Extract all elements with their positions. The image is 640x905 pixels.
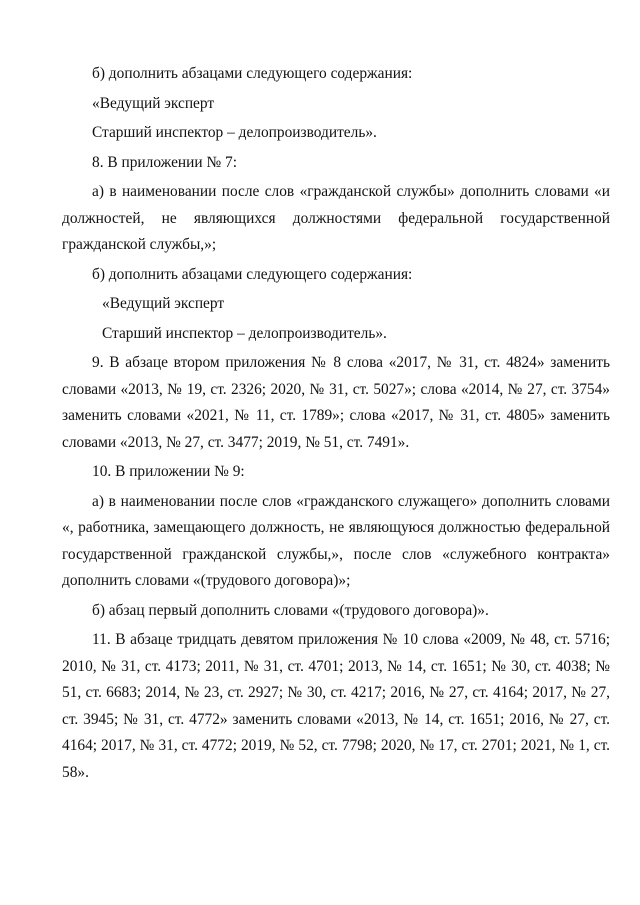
paragraph-8b-item-1: «Ведущий эксперт	[102, 295, 225, 312]
paragraph-10: 10. В приложении № 9:	[92, 463, 245, 480]
paragraph-7b: б) дополнить абзацами следующего содержания:	[92, 65, 413, 82]
paragraph-9: 9. В абзаце втором приложения № 8 слова «2017, № 31, ст. 4824» заменить словами «2013, № 19, ст. 2326; 2020, № 31, ст. 5027»; слова «2014, № 27, ст. 3754» заменить словами «2021, № 11, ст. 1789»; слова «2017, № 31, ст. 4805» заменить словами «2013, № 27, ст. 3477; 2019, № 51, ст. 7491».	[62, 354, 610, 451]
paragraph-10a: а) в наименовании после слов «гражданского служащего» дополнить словами «, работника, замещающего должность, не являющуюся должностью федеральной государственной гражданской службы,», после слов «служебного контракта» дополнить словами «(трудового договора)»;	[62, 492, 610, 589]
paragraph-7b-item-1: «Ведущий эксперт	[92, 94, 215, 112]
paragraph-8: 8. В приложении № 7:	[92, 153, 237, 171]
document-body	[62, 61, 610, 786]
paragraph-7b-item-2: Старший инспектор – делопроизводитель».	[92, 124, 377, 141]
paragraph-10b: б) абзац первый дополнить словами «(трудового договора)».	[92, 601, 489, 619]
paragraph-11: 11. В абзаце тридцать девятом приложения № 10 слова «2009, № 48, ст. 5716; 2010, № 31, ст. 4173; 2011, № 31, ст. 4701; 2013, № 14, ст. 1651; № 30, ст. 4038; № 51, ст. 6683; 2014, № 23, ст. 2927; № 30, ст. 4217; 2016, № 27, ст. 4164; 2017, № 27, ст. 3945; № 31, ст. 4772» заменить словами «2013, № 14, ст. 1651; 2016, № 27, ст. 4164; 2017, № 31, ст. 4772; 2019, № 52, ст. 7798; 2020, № 17, ст. 2701; 2021, № 1, ст. 58».	[62, 631, 610, 781]
paragraph-8b: б) дополнить абзацами следующего содержания:	[92, 265, 413, 283]
paragraph-8b-item-2: Старший инспектор – делопроизводитель».	[102, 324, 387, 342]
paragraph-8a: а) в наименовании после слов «гражданской службы» дополнить словами «и должностей, не являющихся должностями федеральной государственной гражданской службы,»;	[62, 183, 610, 253]
